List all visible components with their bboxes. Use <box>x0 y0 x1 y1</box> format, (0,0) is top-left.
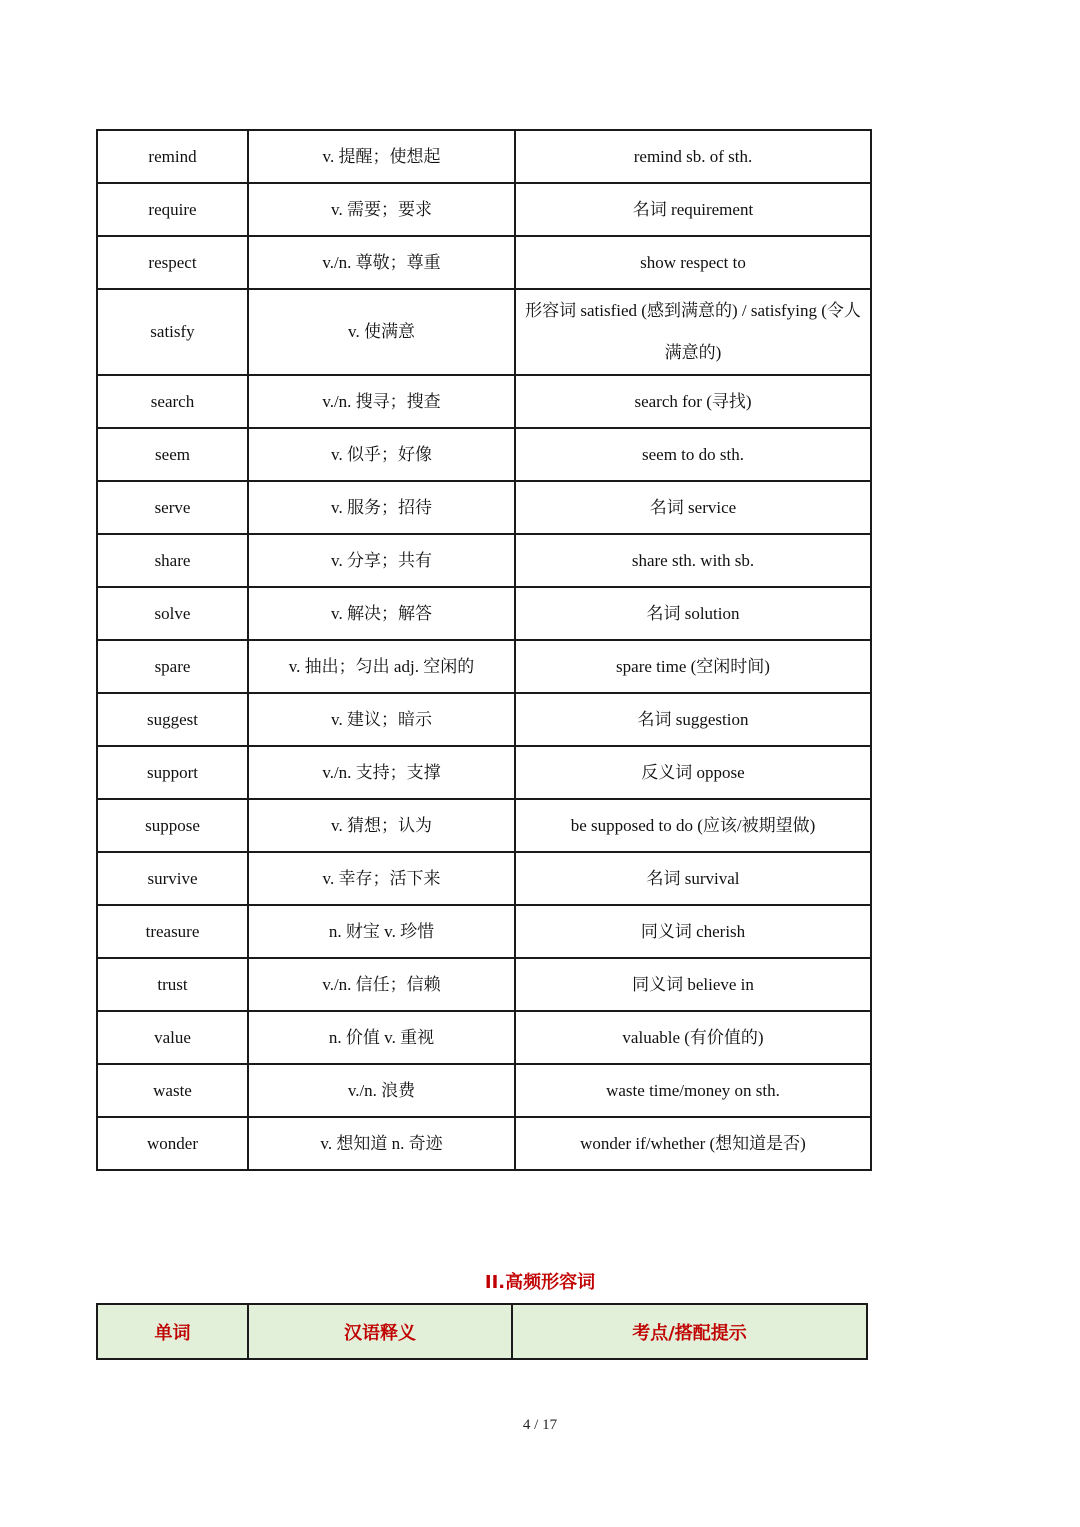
tip-cell: valuable (有价值的) <box>515 1011 871 1064</box>
tip-cell: seem to do sth. <box>515 428 871 481</box>
table-row <box>97 289 871 375</box>
tip-cell: share sth. with sb. <box>515 534 871 587</box>
word-cell: spare <box>97 640 248 693</box>
table-row <box>97 799 871 852</box>
word-cell: solve <box>97 587 248 640</box>
table-row <box>97 534 871 587</box>
table-row <box>97 183 871 236</box>
table-row <box>97 1011 871 1064</box>
tip-cell: 名词 requirement <box>515 183 871 236</box>
tip-cell: waste time/money on sth. <box>515 1064 871 1117</box>
table-row <box>97 640 871 693</box>
tip-cell: remind sb. of sth. <box>515 130 871 183</box>
word-cell: satisfy <box>97 289 248 375</box>
table-row <box>97 905 871 958</box>
meaning-cell: n. 价值 v. 重视 <box>248 1011 515 1064</box>
table-row <box>97 746 871 799</box>
table-row <box>97 428 871 481</box>
table-row <box>97 1064 871 1117</box>
vocab-table <box>96 129 872 1171</box>
word-cell: trust <box>97 958 248 1011</box>
table-row <box>97 236 871 289</box>
word-cell: survive <box>97 852 248 905</box>
meaning-cell: v. 提醒；使想起 <box>248 130 515 183</box>
table-row <box>97 958 871 1011</box>
tip-cell: search for (寻找) <box>515 375 871 428</box>
meaning-cell: v./n. 支持；支撑 <box>248 746 515 799</box>
table-row <box>97 852 871 905</box>
tip-cell: 同义词 believe in <box>515 958 871 1011</box>
word-cell: respect <box>97 236 248 289</box>
meaning-cell: v./n. 尊敬；尊重 <box>248 236 515 289</box>
word-cell: search <box>97 375 248 428</box>
word-cell: value <box>97 1011 248 1064</box>
meaning-cell: v. 建议；暗示 <box>248 693 515 746</box>
meaning-cell: v. 分享；共有 <box>248 534 515 587</box>
header-word: 单词 <box>97 1304 248 1359</box>
meaning-cell: v./n. 信任；信赖 <box>248 958 515 1011</box>
meaning-cell: v. 服务；招待 <box>248 481 515 534</box>
tip-cell: spare time (空闲时间) <box>515 640 871 693</box>
adjective-table-header <box>96 1303 868 1360</box>
tip-cell: 名词 solution <box>515 587 871 640</box>
section-title: II.高频形容词 <box>484 1272 596 1293</box>
meaning-cell: v. 解决；解答 <box>248 587 515 640</box>
tip-cell: 同义词 cherish <box>515 905 871 958</box>
meaning-cell: v. 想知道 n. 奇迹 <box>248 1117 515 1170</box>
meaning-cell: v./n. 浪费 <box>248 1064 515 1117</box>
meaning-cell: n. 财宝 v. 珍惜 <box>248 905 515 958</box>
word-cell: require <box>97 183 248 236</box>
word-cell: suppose <box>97 799 248 852</box>
meaning-cell: v. 似乎；好像 <box>248 428 515 481</box>
meaning-cell: v./n. 搜寻；搜查 <box>248 375 515 428</box>
table-row <box>97 693 871 746</box>
table-row <box>97 587 871 640</box>
header-row <box>97 1304 867 1359</box>
table-row <box>97 375 871 428</box>
table-row <box>97 1117 871 1170</box>
meaning-cell: v. 使满意 <box>248 289 515 375</box>
tip-cell: 名词 service <box>515 481 871 534</box>
word-cell: waste <box>97 1064 248 1117</box>
word-cell: support <box>97 746 248 799</box>
table-row <box>97 130 871 183</box>
word-cell: share <box>97 534 248 587</box>
tip-cell: show respect to <box>515 236 871 289</box>
meaning-cell: v. 猜想；认为 <box>248 799 515 852</box>
meaning-cell: v. 抽出；匀出 adj. 空闲的 <box>248 640 515 693</box>
header-meaning: 汉语释义 <box>248 1304 512 1359</box>
word-cell: seem <box>97 428 248 481</box>
word-cell: remind <box>97 130 248 183</box>
meaning-cell: v. 需要；要求 <box>248 183 515 236</box>
tip-cell: 名词 survival <box>515 852 871 905</box>
page-number: 4 / 17 <box>522 1417 558 1433</box>
meaning-cell: v. 幸存；活下来 <box>248 852 515 905</box>
word-cell: treasure <box>97 905 248 958</box>
tip-cell: 反义词 oppose <box>515 746 871 799</box>
word-cell: suggest <box>97 693 248 746</box>
table-row <box>97 481 871 534</box>
word-cell: serve <box>97 481 248 534</box>
header-tip: 考点/搭配提示 <box>512 1304 867 1359</box>
tip-cell: 名词 suggestion <box>515 693 871 746</box>
tip-cell: be supposed to do (应该/被期望做) <box>515 799 871 852</box>
word-cell: wonder <box>97 1117 248 1170</box>
tip-cell: 形容词 satisfied (感到满意的) / satisfying (令人满意的) <box>515 289 871 375</box>
tip-cell: wonder if/whether (想知道是否) <box>515 1117 871 1170</box>
